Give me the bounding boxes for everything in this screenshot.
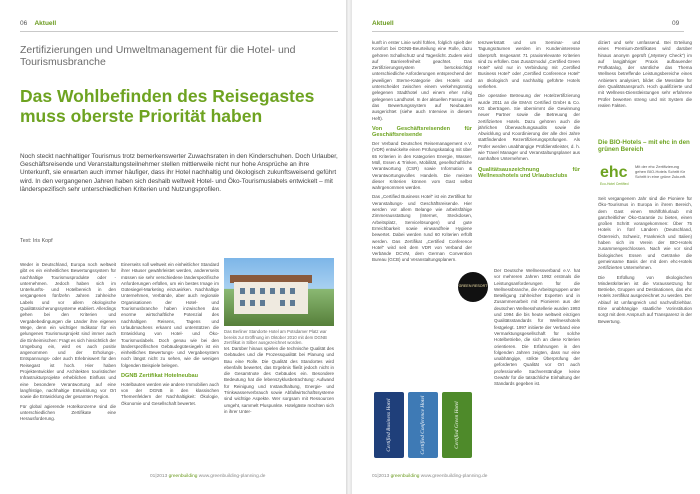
paragraph: diziert und sehr umfassend. Bei Erteilung eines Premium-Zertifikates wird darüber hinaus anonym geprüft („Mystery Check") im auf langjähriger Praxis aufbauender Prüfkatalog, der sämtliche das Thema Wellness betreffende Leistungsbereiche eines Anbieters analysiert, bildet die Messlatte für den Qualitätsanspruch. Hoch qualifizierte und mit Wellness-Dienstleistungen sehr erfahrene Prüfer bewerten streng und mit System die realen Fakten.	[598, 40, 692, 108]
certified-conference-hotel-badge	[408, 392, 438, 458]
logo-text: GREEN RESORT	[458, 284, 488, 288]
badge-label: Certified Conference Hotel	[420, 395, 426, 455]
header-rule	[372, 31, 684, 32]
page-number: 06	[20, 20, 28, 27]
text-column-3	[598, 40, 692, 136]
certified-business-hotel-badge	[374, 392, 404, 458]
paragraph: Die Erfüllung von ökologischen Mindestkriterien ist die Voraussetzung für Betriebe, Gruppen und Destinationen, das ehc Hotels zertifikat ausgezeichnet zu werden. Der Ablauf ist umfangreich und nachvollziehbar. Eine unabhängige staatliche Vorinstitution sorgt mit dem Anspruch auf Transparenz in der Bewertung.	[598, 274, 692, 324]
page-footer	[150, 474, 265, 479]
lead-paragraph: Noch steckt nachhaltiger Tourismus trotz bemerkenswerter Zuwachsraten in den Kinderschuhen. Doch Urlauber, Geschäftsreisende und Veranstaltungsteilnehmer stellen mittlerweile nicht nur hohe Ansprüche an ihre Unterkunft, sie erwarten auch immer häufiger, dass ihr Hotel nachhaltig und ökologisch zukunftsweisend geführt wird. In den vergangenen Jahren haben sich deshalb weltweit Hotel- und Öko-Tourismuslabels entwickelt – mit länderspezifisch sehr unterschiedlichen Kriterien und Nutzungsprofilen.	[20, 153, 338, 193]
kicker: Zertifizierungen und Umweltmanagement für die Hotel- und Tourismusbranche	[20, 44, 296, 68]
header-rule	[20, 31, 338, 32]
text-column-2b	[494, 268, 580, 387]
footer-issue: 01|2013	[372, 474, 390, 479]
footer-issue: 01|2013	[150, 474, 168, 479]
subheading: DGNB Zertifikat Hotelneubau	[121, 373, 199, 380]
ehc-wordmark: ehc	[600, 164, 628, 181]
certified-green-hotel-badge	[442, 392, 472, 458]
section-label: Aktuell	[372, 20, 394, 27]
paragraph: Der Verband Deutsches Reisemanagement e.V. (VDR) entwickelte einen Prüfungskatalog mit über 65 Kriterien in den Kategorien Energie, Wasser, Müll, Essen & Trinken, Mobilität, gesellschaftliche Verantwortung (CSR) sowie Information & Verantwortungsvolles Handeln. Die meisten dieser Kriterien können vom Gast selbst wahrgenommen werden.	[372, 141, 472, 191]
ehc-subtitle: Eco-Hotel Certified	[600, 182, 629, 186]
paragraph: Weder in Deutschland, Europa noch weltweit gibt es ein einheitliches Bewertungssystem für nachhaltige Tourismusprodukte oder -unternehmen. Jedoch haben sich im Unterkunfts- und Hotelbereich in den vergangenen fünfzehn Jahren zahlreiche Labels und vor allem ökologische Qualitätssicherungssysteme etabliert. Allerdings gehen bei den Kriterien und Vergabebedingungen die Länder ihre eigenen Wege, denn ein wichtiger Indikator für ein gelungenes Tourismusprojekt sind immer auch die Einheimischen: Fragt es sich hinsichtlich der Umgebung ein, wird es auch positiv angenommen und der Erholungs-, Entspannungs- oder auch Erlebniswert für den Reisegast ist hoch. Hier haben Projektentwickler und Architekten touristischer Infrastrukturprojekte erheblichen Einfluss und eine besondere Verantwortung auf eine langfristige, nachhaltige Entwicklung vor Ort sowie die Entwicklung der gesamten Region.	[20, 262, 116, 400]
paragraph: tenzwerkstatt und um Seminar- und Tagungsräumen werden im Kundeninteresse überprüft. Insgesamt 71 praxisrelevante Kriterien sind zu erfüllen. Das Zusatzmodul „Certified Green Hotel" wird nur in Verbindung mit „Certified Business Hotel" oder „Certified Conference Hotel" an ökologisch und nachhaltig geführte Hotels verliehen.	[478, 40, 580, 90]
text-column-2	[478, 40, 580, 265]
author-credit: Text: Iris Kopf	[20, 238, 53, 244]
photo-building	[234, 282, 308, 314]
text-column-1	[20, 262, 116, 470]
footer-brand: greenbuilding	[168, 474, 198, 479]
paragraph: Einerseits soll weltweit ein einheitlicher Standard ihrer Häuser gewährleistet werden, andererseits müssen sie sehr verschiedene länderspezifische Anforderungen erfüllen, um ein bestes Image im Gütesiegel-Marketing einzuwirken. Nachhaltige Unternehmen, Verbände, aber auch regionale Organisationen der Hotel- und Tourismusbranche haben inzwischen das enorme wirtschaftliche Potenzial des nachhaltigen Reisens, Tagens und Urlaubmachens erkannt und unterstützen die Entwicklung von Hotel- und Öko-Tourismuslabels. Doch genau wie bei den länderspezifischen Gebäudegütesiegeln ist ein einheitliches Bewertungs- und Vergabesystem noch längst nicht zu sehen, wie die wenigen folgenden Beispiele belegen.	[121, 262, 219, 368]
left-page	[0, 0, 346, 494]
page-number: 09	[672, 20, 680, 27]
paragraph: Das „Certified Business Hotel" ist ein Zertifikat für Veranstaltungs- und Geschäftsreisende. Hier werden vor allem Belange wie arbeitsfähige Zimmerausstattung (Internet, Steckdosen, Arbeitsplatz, Servicelösungen) und gute Erreichbarkeit sowie einwandfreie Hygiene bewertet. Dabei werden rund 60 Kriterien erfüllt werden. Das Zertifikat „Certified Conference Hotel" wird seit dem VDR von Verband der Verbände DCVM, dem German Convention Bureau (GCB) und Veranstaltungsplanern.	[372, 194, 472, 263]
badge-label: Certified Business Hotel	[386, 398, 392, 452]
page-header	[20, 20, 56, 27]
hotel-photo	[224, 258, 334, 326]
footer-url: www.greenbuilding-planning.de	[198, 474, 266, 479]
footer-brand: greenbuilding	[390, 474, 420, 479]
page-header	[372, 20, 394, 27]
footer-url: www.greenbuilding-planning.de	[420, 474, 488, 479]
ehc-logo-box	[598, 162, 692, 192]
paragraph: Für global agierende Hotelkonzerne sind die unterschiedlichen Zertifikate eine Herausforderung.	[20, 403, 116, 422]
paragraph: Der Deutsche Wellnessverband e.V. hat vor mehreren Jahren 1992 erstmals die Leistungsanforderungen für die Wellnessbranche, die Arbeitsgruppen unter Beteiligung zahlreicher Experten und in Zusammenarbeit mit Pionieren aus der deutschen Wellnesshotellerie wurden 1993 und 1994 die bis heute weltweit einzigen Qualitätsstandards für Wellnesshotels festgelegt. 1997 initiierte der Verband eine Vermarktungsgesellschaft für solche Hotelbetriebe, die sich an diese Kriterien orientieren. Die Erfahrungen in den folgenden Jahren zeigten, dass nur eine unabhängige, strikte Überprüfung der geforderten Qualität vor Ort auch professionelle Sachverständige keine Gewähr für die tatsächliche Einhaltung der Standards gegeben ist.	[494, 268, 580, 387]
paragraph: tet. Darüber hinaus spielen die technische Qualität des Gebäudes und die Prozessqualität bei Planung und Bau eine Rolle. Die Qualität des Standortes wird ebenfalls bewertet, das Ergebnis fließt jedoch nicht in die Gesamtnote des Gebäudes ein. Besondere Bedeutung hat die lebenszyklusbetrachtung: Aufwand für Reinigung und Instandhaltung, Energie- und Trinkwasserverbrauch sowie Abfallwirtschaftssysteme sind wichtige Aspekte. Wer sorgsam mit Ressourcen umgeht, sammelt Pluspunkte. Hotelgäste möchten sich in ihrer Unter-	[224, 346, 334, 414]
text-column-2	[121, 262, 219, 470]
photo-caption: Das Berliner Standorte Hotel am Potsdamer Platz war bereits zur Eröffnung im Oktober 2010 mit dem DGNB Zertifikat in Silber ausgezeichnet worden.	[224, 329, 327, 346]
text-column-3b	[598, 196, 692, 470]
headline: Das Wohlbefinden des Reisegastes muss oberste Priorität haben	[20, 86, 315, 126]
paragraph: Hotelbauten werden wie andere Immobilien auch von der DGNB in den klassischen Themenfeldern der Nachhaltigkeit: Ökologie, Ökonomie und Gesellschaft bewertet.	[121, 381, 219, 406]
ehc-description: Mit der ehc Zertifizierung gehen BIO-Hotels Schritt für Schritt in eine grüne Zukunft.	[635, 164, 687, 179]
paragraph: Die operative Betreuung der Hotelzertifizierung wurde 2011 an die EMAS Certified GmbH & Co. KG übertragen. Sie übernimmt die Gewinnung neuer Partner sowie die Betreuung der zertifizierten Hotels. Dazu gehören auch die jährlichen Überwachungsaudits sowie die Abwicklung und Koordinierung der alle drei Jahre stattfindenden Rezertifizierungsprüfungen. Als Prüfer werden unabhängige Prüfdienstleister, d. h. wie Travel Manager und Veranstaltungsplaner aus namhaften Unternehmen.	[478, 93, 580, 162]
text-column-3	[224, 346, 334, 470]
paragraph: kunft in erster Linie wohl fühlen, folglich spielt der Komfort bei DGNB-Beurteilung eine Rolle, dazu gehören Schallschutz und Tageslicht. Zudem wird auf Barrierefreiheit geachtet. Das Zertifizierungssystem berücksichtigt unterschiedliche Anforderungen entsprechend der jeweiligen Sterne-Kategorie des Hotels und unterscheidet zwischen einem verkehrsgünstig gelegenen Stadthotel und einem eher ruhig gelegenen Landhotel. In der aktuellen Fassung ist das Bewertungssystem auf Neubauten ausgerichtet (siehe auch Interview in diesem Heft).	[372, 40, 472, 121]
ehc-logo	[598, 162, 632, 192]
subheading: Qualitätsauszeichnung für Wellnesshotels und Urlaubsclubs	[478, 166, 580, 180]
badge-label: Certified Green Hotel	[454, 401, 460, 449]
green-resort-logo	[458, 272, 488, 302]
section-label: Aktuell	[34, 20, 57, 27]
text-column-1	[372, 40, 472, 290]
subheading: Von Geschäftsreisenden für Geschäftsreisende	[372, 125, 472, 139]
bio-hotels-heading: Die BIO-Hotels – mit ehc in den grünen Bereich	[598, 139, 690, 154]
paragraph: Seit vergangenem Jahr sind die Pioniere für Öko-Tourismus in Europa in ihrem Bereich, dem Gast einen Wohlfühlurlaub mit ganzheitlicher Öko-Garantie zu bieten, einen großen Schritt vorangekommen: Über 75 Hotels in fünf Ländern (Deutschland, Österreich, Schweiz, Frankreich und Italien) haben sich im Verein der BIO-Hotels zusammengeschlossen. Nach wie vor sind biologisches Essen und Getränke die gemeinsame Basis der mit dem ehc-Hotels zertifizierten Unternehmen.	[598, 196, 692, 271]
page-footer	[372, 474, 487, 479]
